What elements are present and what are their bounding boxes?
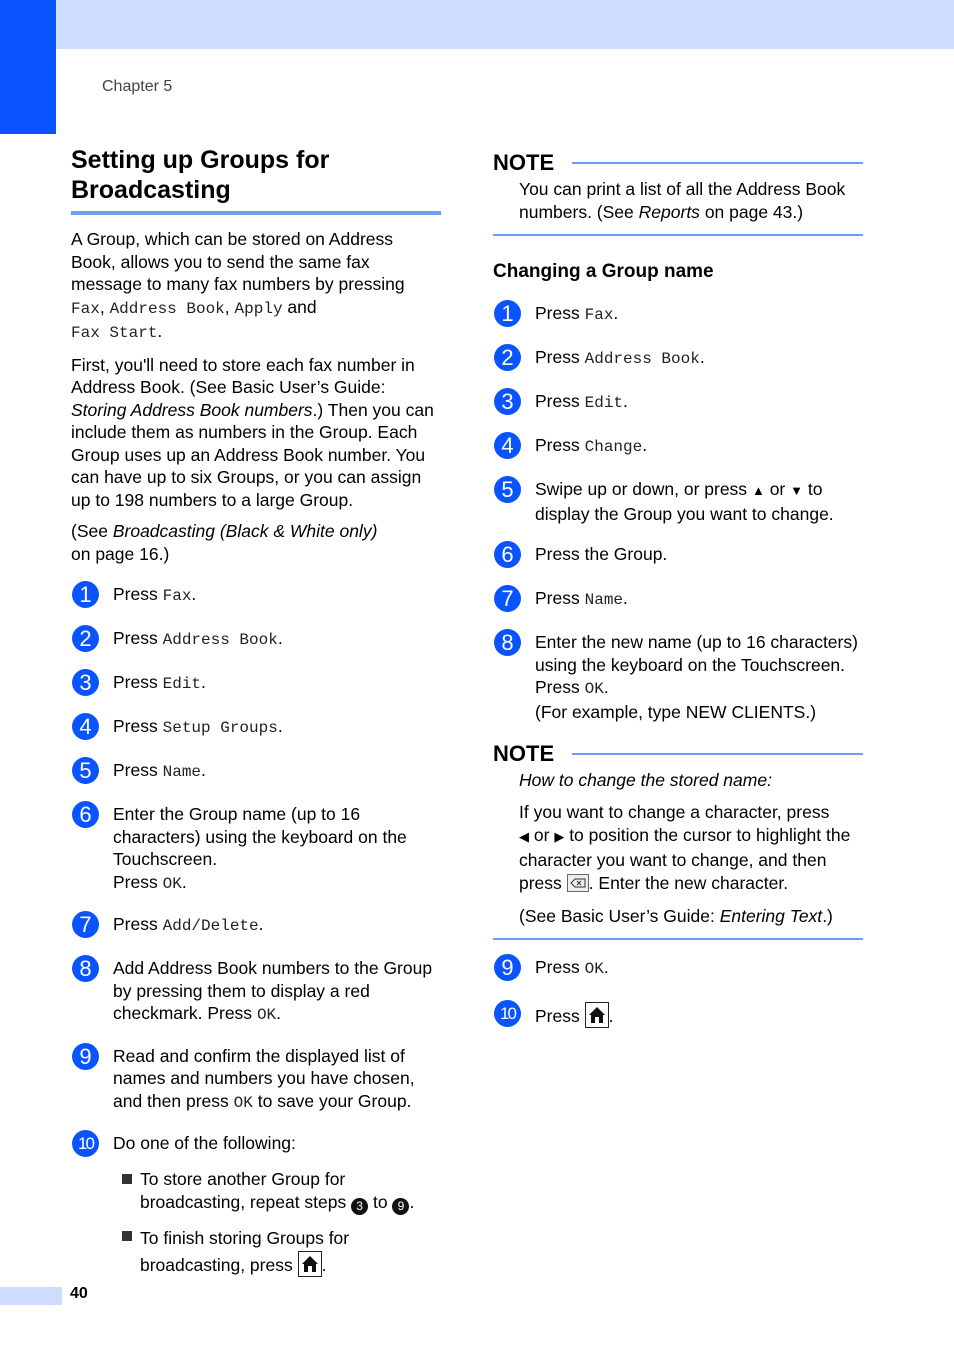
step-4: 4 Press Change. (493, 434, 863, 460)
paragraph-see-broadcasting: (See Broadcasting (Black & White only) on page 16.) (71, 521, 378, 564)
note-box-stored-name (493, 741, 863, 940)
bullet-square-icon (122, 1174, 132, 1184)
step-number-badge: 7 (72, 911, 99, 938)
note-header (493, 741, 863, 767)
step-9: 9 Read and confirm the displayed list of names and numbers you have chosen, and then press OK to save your Group. (71, 1045, 441, 1115)
step-8: 8 Add Address Book numbers to the Group by pressing them to display a red checkmark. Press OK. (71, 957, 441, 1027)
up-arrow-icon: ▲ (751, 483, 765, 498)
step-number-badge: 10 (494, 1000, 521, 1027)
paragraph-address-book: First, you'll need to store each fax number in Address Book. (See Basic User’s Guide: Storing Address Book numbers.) Then you can include them as numbers in the Group. Each Group uses up an Address Book number. You can have up to six Groups, or you can assign up to 198 numbers to a large Group. (71, 354, 434, 510)
intro-paragraph: A Group, which can be stored on Address Book, allows you to send the same fax message to many fax numbers by pressing Fax, Address Book, Apply and Fax Start. (71, 229, 405, 342)
right-column (493, 150, 863, 1028)
note-bottom-rule (493, 938, 863, 940)
step-6: 6 Press the Group. (493, 543, 863, 569)
step-9: 9 Press OK. (493, 956, 863, 982)
step-number-badge: 4 (494, 432, 521, 459)
step-10: 10 Press . (493, 1002, 863, 1028)
step-number-badge: 6 (72, 801, 99, 828)
step-6: 6 Enter the Group name (up to 16 characters) using the keyboard on the Touchscreen. Press OK. (71, 803, 441, 895)
step-number-badge: 8 (494, 629, 521, 656)
home-icon (585, 1002, 609, 1028)
footer-bar (0, 1287, 62, 1305)
note-header (493, 150, 863, 176)
note-rule (572, 753, 863, 755)
steps-list (71, 583, 441, 1278)
chapter-label: Chapter 5 (102, 78, 173, 95)
step-3: 3 Press Edit. (493, 390, 863, 416)
step-number-badge: 4 (72, 713, 99, 740)
step-ref-badge: 9 (392, 1198, 409, 1215)
step-number-badge: 7 (494, 585, 521, 612)
step-10: 10 Do one of the following: (71, 1132, 441, 1158)
note-text: You can print a list of all the Address Book numbers. (See Reports on page 43.) (519, 179, 846, 222)
backspace-icon (567, 874, 589, 892)
step-1: 1 Press Fax. (71, 583, 441, 609)
step-ref-badge: 3 (351, 1198, 368, 1215)
step-number-badge: 1 (494, 300, 521, 327)
note-title: NOTE (493, 741, 555, 766)
step-number-badge: 9 (494, 954, 521, 981)
down-arrow-icon: ▼ (790, 483, 803, 498)
note-reference: (See Basic User’s Guide: Entering Text.) (519, 905, 833, 926)
step-number-badge: 5 (494, 476, 521, 503)
step-number-badge: 2 (494, 344, 521, 371)
subsection-title: Changing a Group name (493, 261, 714, 282)
step-1: 1 Press Fax. (493, 302, 863, 328)
step-number-badge: 8 (72, 955, 99, 982)
page-number: 40 (70, 1285, 88, 1302)
step-number-badge: 10 (72, 1130, 99, 1157)
chapter-tab (0, 0, 56, 134)
note-bottom-rule (493, 234, 863, 236)
bullet-square-icon (122, 1231, 132, 1241)
step-number-badge: 6 (494, 541, 521, 568)
right-arrow-icon: ▶ (554, 829, 565, 844)
note-subheading: How to change the stored name: (519, 770, 772, 790)
left-arrow-icon: ◀ (519, 829, 529, 844)
right-steps-list-2 (493, 956, 863, 1028)
bullet-finish: To finish storing Groups for broadcasting, press . (113, 1225, 441, 1278)
note-text: If you want to change a character, press ◀ or ▶ to position the cursor to highlight the character you want to change, and then press . Enter the new character. (519, 801, 851, 893)
step-number-badge: 3 (494, 388, 521, 415)
step-7: 7 Press Add/Delete. (71, 913, 441, 939)
step-2: 2 Press Address Book. (71, 627, 441, 653)
header-bar (0, 0, 954, 49)
step-number-badge: 2 (72, 625, 99, 652)
note-title: NOTE (493, 150, 555, 175)
note-box-reports (493, 150, 863, 236)
left-column (71, 145, 441, 1278)
step-5: 5 Swipe up or down, or press ▲ or ▼ to display the Group you want to change. (493, 478, 863, 525)
step-5: 5 Press Name. (71, 759, 441, 785)
step-3: 3 Press Edit. (71, 671, 441, 697)
section-title: Setting up Groups for Broadcasting (71, 145, 441, 215)
step-2: 2 Press Address Book. (493, 346, 863, 372)
step-number-badge: 5 (72, 757, 99, 784)
step-number-badge: 1 (72, 581, 99, 608)
right-steps-list (493, 302, 863, 723)
step-8: 8 Enter the new name (up to 16 characters) using the keyboard on the Touchscreen. Press OK. (For example, type NEW CLIENTS.) (493, 631, 863, 723)
step-number-badge: 3 (72, 669, 99, 696)
bullet-repeat-steps: To store another Group for broadcasting, repeat steps 3 to 9 . (113, 1168, 441, 1215)
step-4: 4 Press Setup Groups. (71, 715, 441, 741)
step-7: 7 Press Name. (493, 587, 863, 613)
step-number-badge: 9 (72, 1043, 99, 1070)
home-icon (298, 1251, 322, 1277)
note-rule (572, 162, 863, 164)
